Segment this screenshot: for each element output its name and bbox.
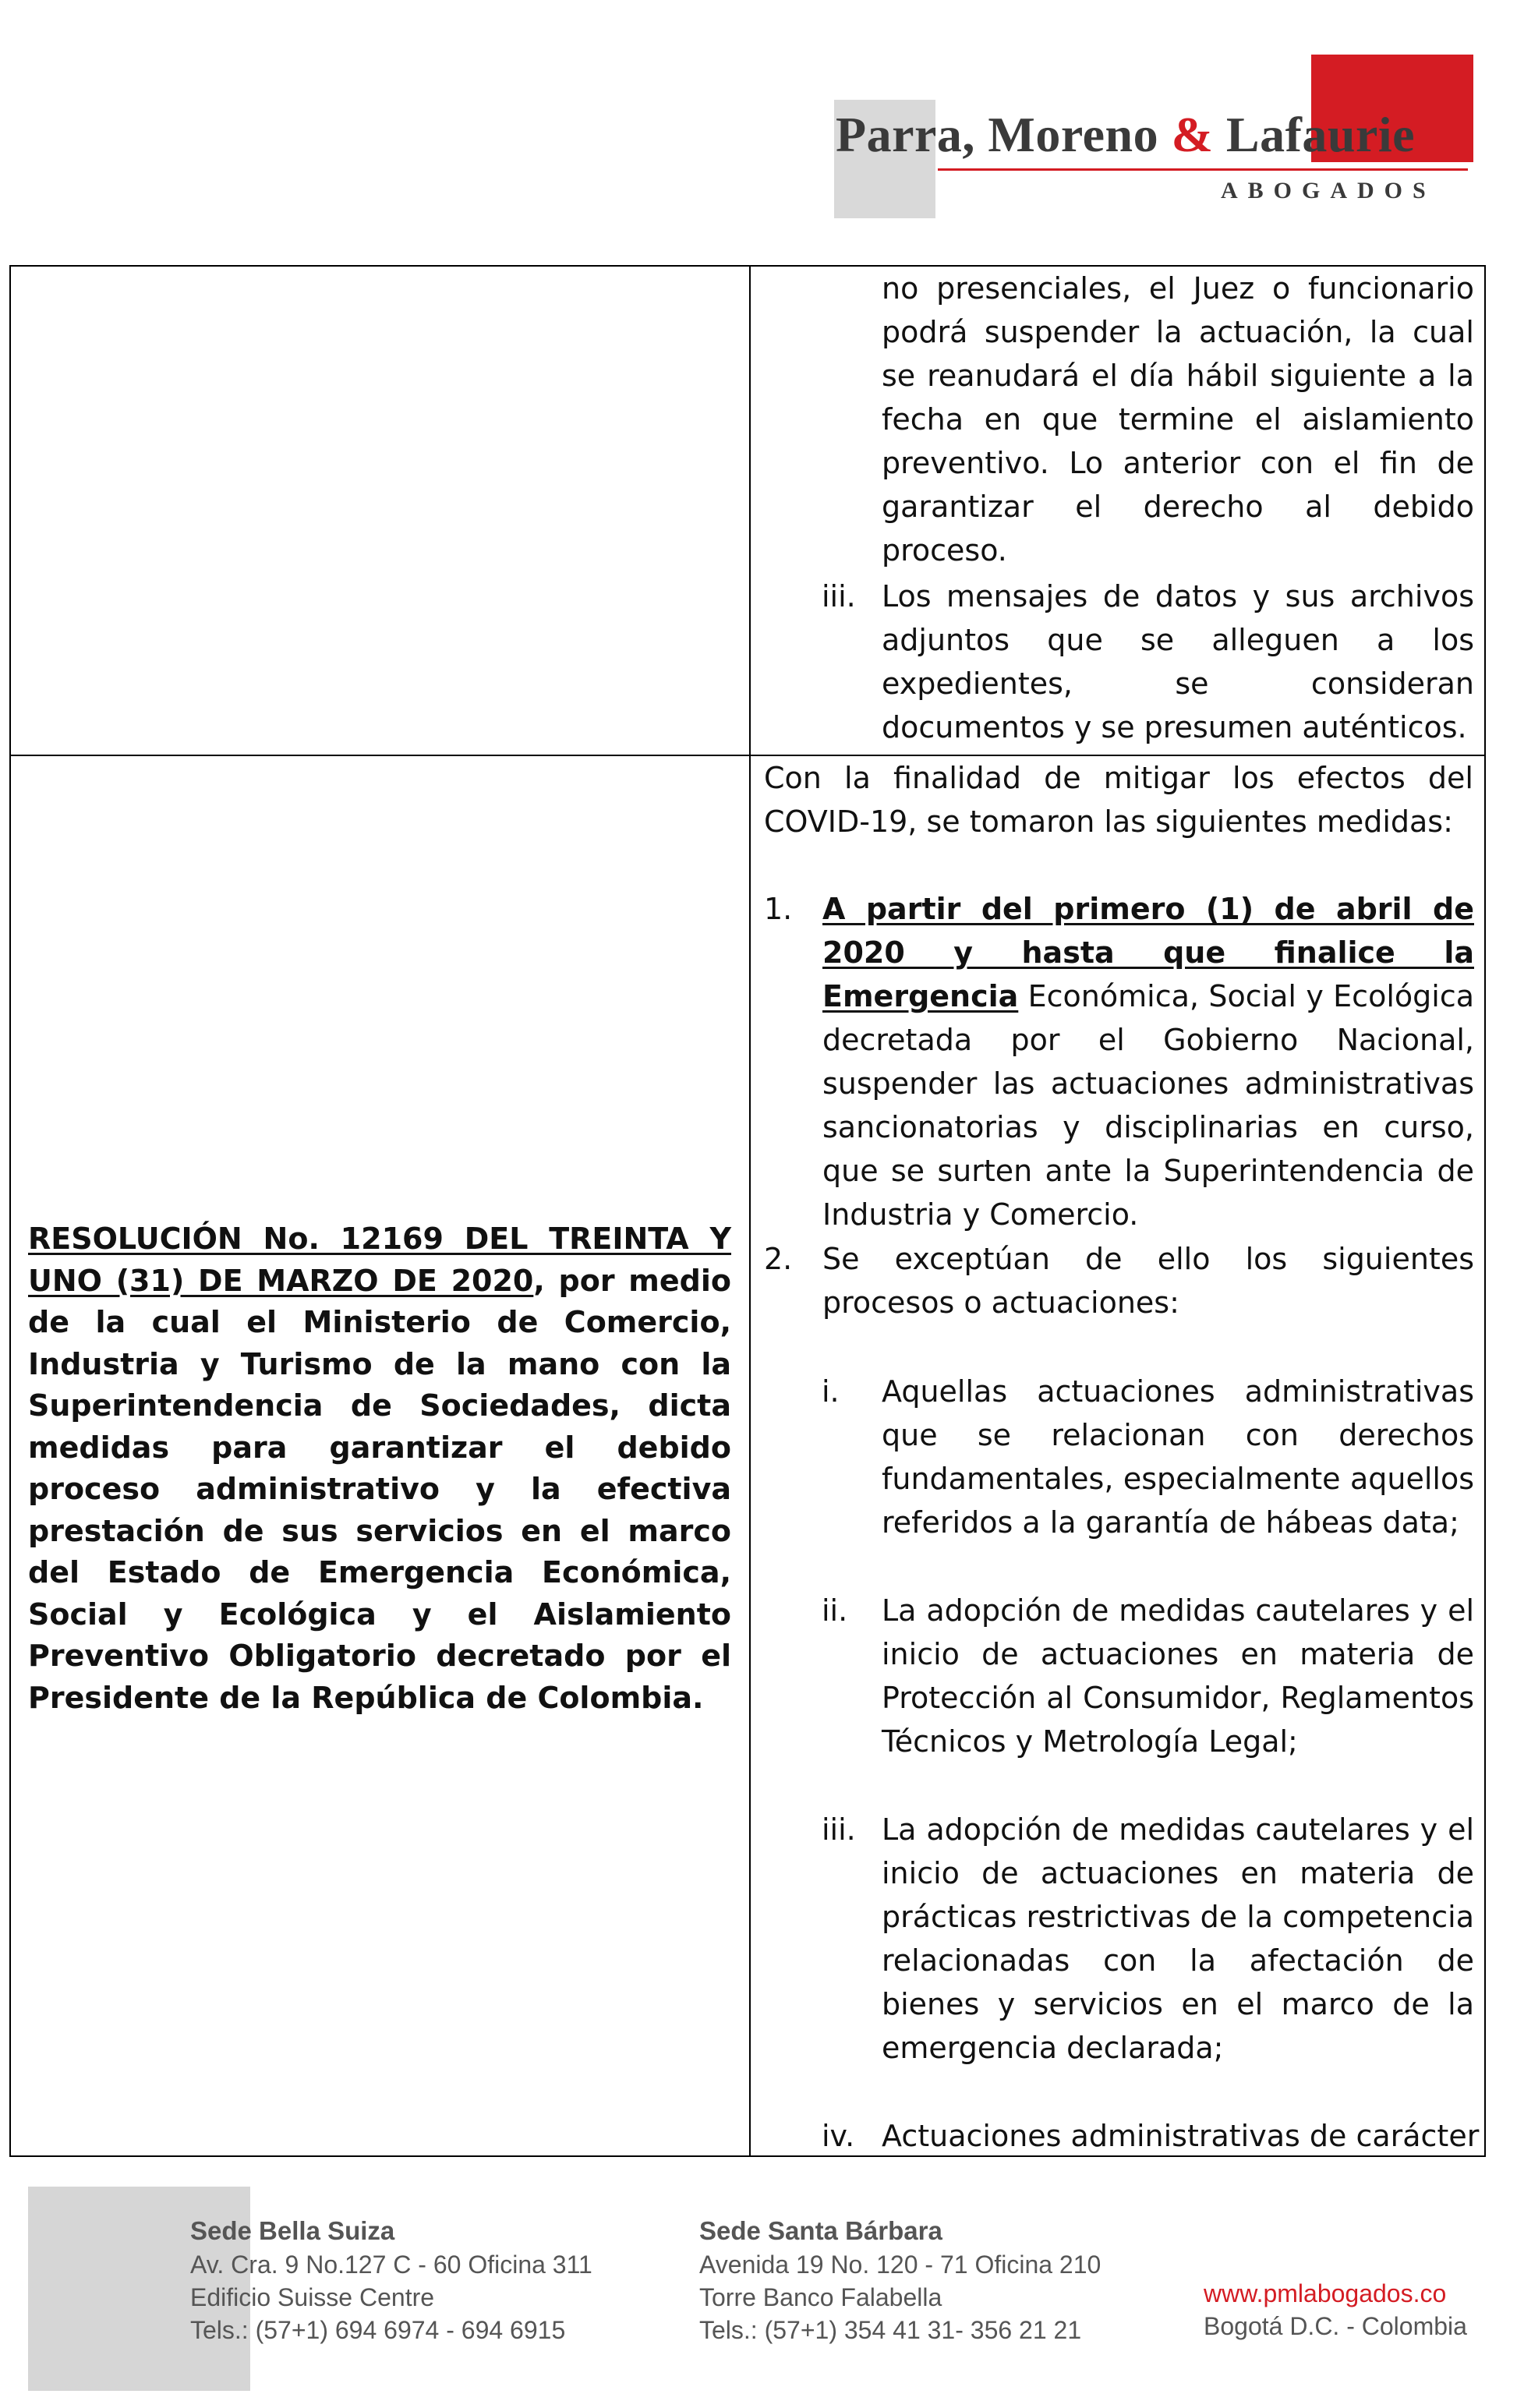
logo-firm-name (836, 106, 1415, 164)
measure-1-rest: Económica, Social y Ecológica decretada por el Gobierno Nacional, suspender las actuaciones administrativas sancionatorias y disciplinarias en curso, que se surten ante la Superintendencia de Industria y Comercio. (822, 979, 1474, 1232)
logo-red-rule (938, 168, 1468, 171)
exception-ii-marker: ii. (822, 1593, 848, 1628)
office2-phone: Tels.: (57+1) 354 41 31- 356 21 21 (699, 2316, 1082, 2344)
resolution-number: RESOLUCIÓN No. 12169 DEL TREINTA Y UNO (31) DE MARZO DE 2020 (28, 1222, 731, 1298)
measure-2-marker: 2. (764, 1242, 793, 1276)
measure-1-emphasis: A partir del primero (1) de abril de 2020 y hasta que finalice la Emergencia (822, 892, 1474, 1013)
exception-i-text: Aquellas actuaciones administrativas que se relacionan con derechos fundamentales, especialmente aquellos referidos a la garantía de hábeas data; (882, 1374, 1474, 1540)
office-bella-suiza (190, 2214, 592, 2346)
office1-building: Edificio Suisse Centre (190, 2283, 435, 2311)
logo-subtitle: ABOGADOS (1221, 178, 1436, 203)
office1-title: Sede Bella Suiza (190, 2216, 395, 2245)
footer-city: Bogotá D.C. - Colombia (1204, 2312, 1467, 2340)
office2-title: Sede Santa Bárbara (699, 2216, 942, 2245)
office1-address: Av. Cra. 9 No.127 C - 60 Oficina 311 (190, 2251, 592, 2279)
regulations-table (9, 265, 1486, 2157)
office1-phone: Tels.: (57+1) 694 6974 - 694 6915 (190, 2316, 566, 2344)
office2-address: Avenida 19 No. 120 - 71 Oficina 210 (699, 2251, 1102, 2279)
exception-iv-marker: iv. (822, 2119, 855, 2153)
row1-item-iii-marker: iii. (822, 579, 856, 613)
exception-ii-text: La adopción de medidas cautelares y el inicio de actuaciones en materia de Protección al Consumidor, Reglamentos Técnicos y Metrología Legal; (882, 1593, 1474, 1759)
measure-2-text: Se exceptúan de ello los siguientes procesos o actuaciones: (822, 1242, 1474, 1320)
office-santa-barbara (699, 2214, 1101, 2346)
row1-continuation-paragraph: no presenciales, el Juez o funcionario podrá suspender la actuación, la cual se reanudará el día hábil siguiente a la fecha en que termine el aislamiento preventivo. Lo anterior con el fin de garantizar el derecho al debido proceso. (882, 271, 1474, 568)
resolution-title (28, 1218, 731, 1719)
measure-1-text (822, 887, 1474, 1236)
exception-iii-text: La adopción de medidas cautelares y el inicio de actuaciones en materia de prácticas restrictivas de la competencia relacionadas con la afectación de bienes y servicios en el marco de la emergencia declarada; (882, 1812, 1474, 2065)
logo-name-part2: Lafaurie (1213, 107, 1416, 162)
resolution-description: , por medio de la cual el Ministerio de Comercio, Industria y Turismo de la mano con la Superintendencia de Sociedades, dicta medidas para garantizar el debido proceso administrativo y la efectiva prestación de sus servicios en el marco del Estado de Emergencia Económica, Social y Ecológica y el Aislamiento Preventivo Obligatorio decretado por el Presidente de la República de Colombia. (28, 1263, 731, 1715)
row1-item-iii-text: Los mensajes de datos y sus archivos adjuntos que se alleguen a los expedientes, se consideran documentos y se presumen auténticos. (882, 579, 1474, 744)
office2-building: Torre Banco Falabella (699, 2283, 942, 2311)
table-cell-row1-left (9, 265, 751, 756)
measure-1-marker: 1. (764, 892, 793, 926)
logo-name-part1: Parra, Moreno (836, 107, 1172, 162)
measures-intro: Con la finalidad de mitigar los efectos del COVID-19, se tomaron las siguientes medidas: (764, 761, 1473, 839)
logo-ampersand: & (1171, 107, 1214, 162)
exception-iii-marker: iii. (822, 1812, 856, 1847)
exception-i-marker: i. (822, 1374, 840, 1409)
exception-iv-text: Actuaciones administrativas de carácter (882, 2119, 1480, 2153)
website-link[interactable]: www.pmlabogados.co (1204, 2279, 1447, 2307)
